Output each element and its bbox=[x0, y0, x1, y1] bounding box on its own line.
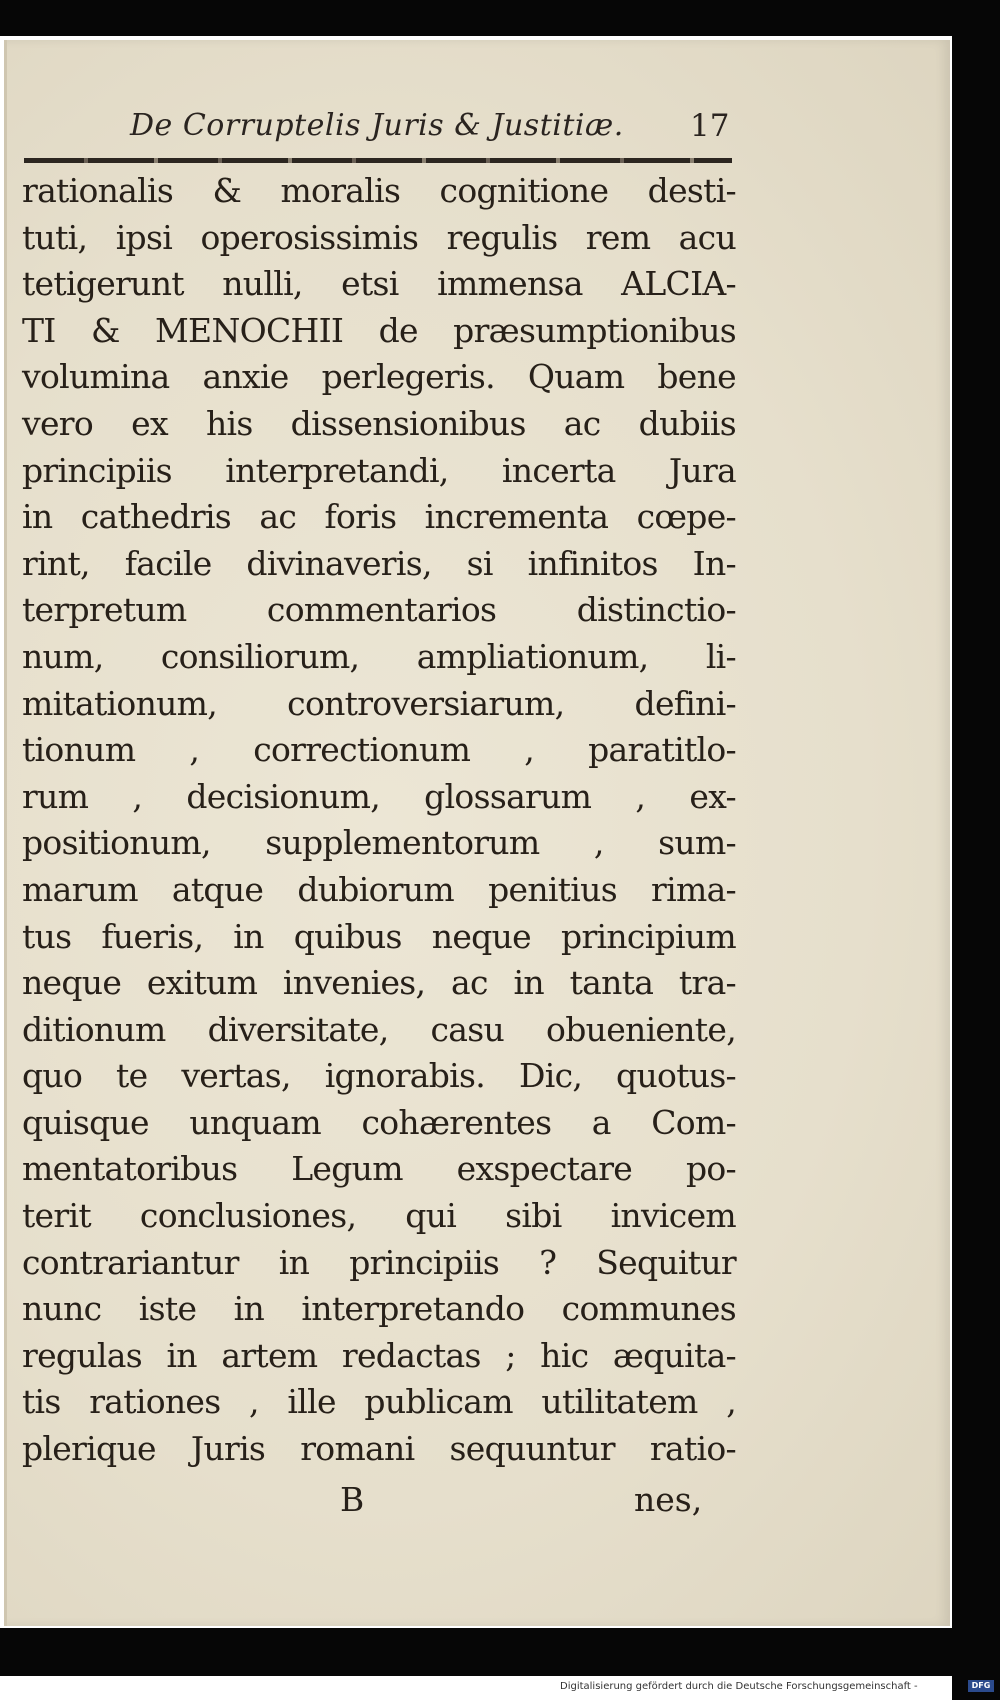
text-line: plerique Juris romani sequuntur ratio- bbox=[22, 1429, 736, 1469]
text-line: tionum , correctionum , paratitlo- bbox=[22, 730, 736, 770]
text-line: tuti, ipsi operosissimis regulis rem acu bbox=[22, 217, 736, 257]
text-line: tetigerunt nulli, etsi immensa ALCIA- bbox=[22, 264, 736, 304]
text-line: rum , decisionum, glossarum , ex- bbox=[22, 776, 736, 816]
text-line: terit conclusiones, qui sibi invicem bbox=[22, 1196, 736, 1236]
text-line: ditionum diversitate, casu obueniente, bbox=[22, 1009, 736, 1049]
scan-border-bottom bbox=[0, 1628, 1000, 1676]
digitization-credit: Digitalisierung gefördert durch die Deutsche Forschungsgemeinschaft - bbox=[560, 1681, 918, 1692]
text-line: volumina anxie perlegeris. Quam bene bbox=[22, 357, 736, 397]
text-line: terpretum commentarios distinctio- bbox=[22, 590, 736, 630]
text-line: principiis interpretandi, incerta Jura bbox=[22, 450, 736, 490]
header-rule bbox=[24, 158, 732, 163]
text-line: vero ex his dissensionibus ac dubiis bbox=[22, 403, 736, 443]
scan-border-top bbox=[0, 0, 1000, 36]
text-line: mitationum, controversiarum, defini- bbox=[22, 683, 736, 723]
catchword: nes, bbox=[634, 1480, 703, 1519]
text-line: quo te vertas, ignorabis. Dic, quotus- bbox=[22, 1056, 736, 1096]
page-number: 17 bbox=[690, 108, 730, 144]
dfg-logo: DFG bbox=[968, 1680, 994, 1692]
text-line: nunc iste in interpretando communes bbox=[22, 1289, 736, 1329]
text-line: contrariantur in principiis ? Sequitur bbox=[22, 1242, 736, 1282]
text-line: tus fueris, in quibus neque principium bbox=[22, 916, 736, 956]
running-head: De Corruptelis Juris & Justitiæ. bbox=[130, 108, 624, 143]
text-line: tis rationes , ille publicam utilitatem , bbox=[22, 1382, 736, 1422]
text-line: mentatoribus Legum exspectare po- bbox=[22, 1149, 736, 1189]
signature-mark: B bbox=[340, 1480, 365, 1519]
text-line: rationalis & moralis cognitione desti- bbox=[22, 171, 736, 210]
text-line: rint, facile divinaveris, si infinitos In- bbox=[22, 543, 736, 583]
scan-border-right bbox=[952, 0, 1000, 1700]
page-edge bbox=[4, 40, 7, 1626]
text-line: quisque unquam cohærentes a Com- bbox=[22, 1102, 736, 1142]
text-line: TI & MENOCHII de præsumptionibus bbox=[22, 310, 736, 350]
text-line: positionum, supplementorum , sum- bbox=[22, 823, 736, 863]
text-line: neque exitum invenies, ac in tanta tra- bbox=[22, 963, 736, 1003]
body-text bbox=[22, 168, 736, 1473]
text-line: marum atque dubiorum penitius rima- bbox=[22, 869, 736, 909]
text-line: in cathedris ac foris incrementa cœpe- bbox=[22, 497, 736, 537]
text-line: regulas in artem redactas ; hic æquita- bbox=[22, 1335, 736, 1375]
text-line: num, consiliorum, ampliationum, li- bbox=[22, 636, 736, 676]
